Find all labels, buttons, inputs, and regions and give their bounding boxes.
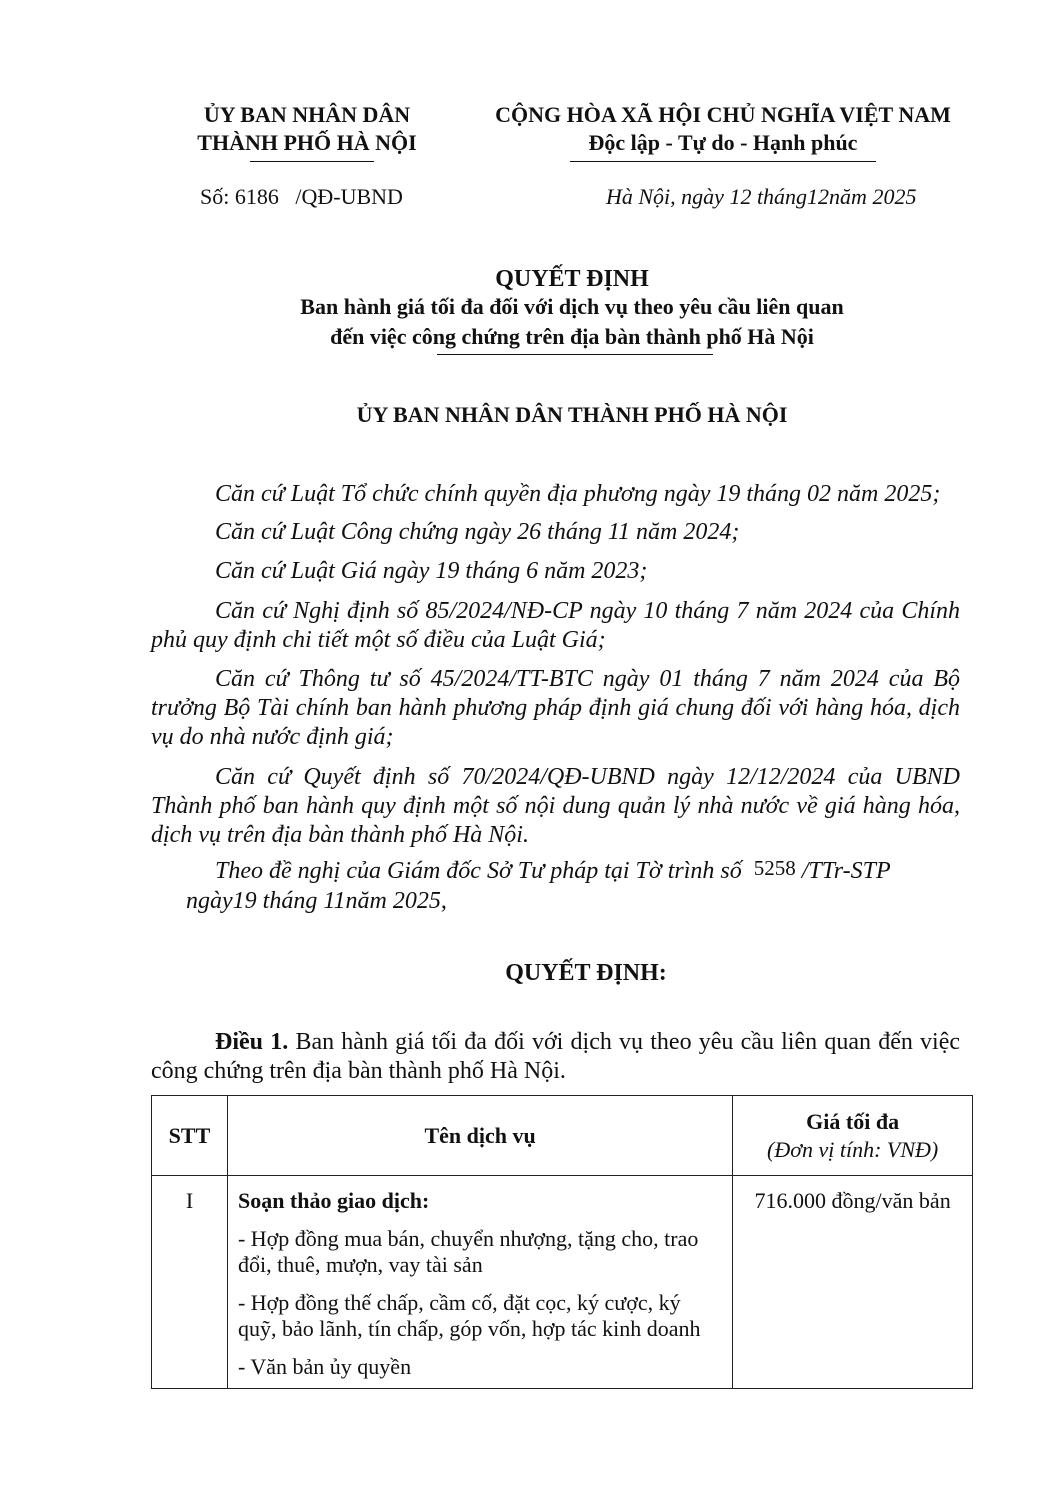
national-motto: Độc lập - Tự do - Hạnh phúc <box>588 130 858 155</box>
header-price-unit: (Đơn vị tính: VNĐ) <box>767 1136 939 1162</box>
legal-basis-5-text: Căn cứ Thông tư số 45/2024/TT-BTC ngày 01 tháng 7 năm 2024 của Bộ trưởng Bộ Tài chính ban hành phương pháp định giá chung đối với hàng hóa, dịch vụ do nhà nước định giá; <box>151 666 960 750</box>
document-subtitle-line1: Ban hành giá tối đa đối với dịch vụ theo yêu cầu liên quan <box>300 294 844 319</box>
row-service <box>227 1176 732 1389</box>
legal-basis-3 <box>151 557 960 586</box>
legal-basis-1-text: Căn cứ Luật Tổ chức chính quyền địa phương ngày 19 tháng 02 năm 2025; <box>215 481 941 507</box>
header-service-name: Tên dịch vụ <box>227 1096 732 1176</box>
document-number <box>200 183 403 211</box>
motto-underline <box>570 161 876 162</box>
header-stt: STT <box>152 1096 228 1176</box>
table-row <box>152 1176 973 1389</box>
proposal-line1 <box>215 857 960 886</box>
legal-basis-4 <box>151 597 960 655</box>
proposal-number: 5258 <box>753 856 796 880</box>
row-price: 716.000 đồng/văn bản <box>733 1176 973 1389</box>
document-subtitle-line2: đến việc công chứng trên địa bàn thành phố Hà Nội <box>330 324 814 349</box>
row-service-item: - Văn bản ủy quyền <box>237 1354 412 1379</box>
row-service-title: Soạn thảo giao dịch: <box>237 1188 430 1213</box>
issuer-name-line1: ỦY BAN NHÂN DÂN <box>203 102 411 127</box>
legal-basis-2-text: Căn cứ Luật Công chứng ngày 26 tháng 11 năm 2024; <box>215 519 740 545</box>
legal-basis-1 <box>151 480 960 509</box>
document-heading: QUYẾT ĐỊNH <box>495 266 649 292</box>
title-underline <box>437 354 713 355</box>
document-number-prefix: Số: 6186 <box>200 184 279 209</box>
legal-basis-6 <box>151 763 960 850</box>
legal-basis-5 <box>151 665 960 752</box>
place-and-date: Hà Nội, ngày 12 tháng12năm 2025 <box>606 184 917 209</box>
row-service-item: - Hợp đồng thế chấp, cầm cố, đặt cọc, ký cược, ký quỹ, bảo lãnh, tín chấp, góp vốn, hợp tác kinh doanh <box>237 1290 701 1341</box>
row-stt: I <box>152 1176 228 1389</box>
price-table <box>151 1095 973 1389</box>
legal-basis-2 <box>151 518 960 547</box>
table-header-row <box>152 1096 973 1176</box>
proposal-text: Theo đề nghị của Giám đốc Sở Tư pháp tại Tờ trình số <box>215 858 742 884</box>
legal-basis-3-text: Căn cứ Luật Giá ngày 19 tháng 6 năm 2023; <box>215 558 648 584</box>
issuer-underline <box>250 161 374 162</box>
header-max-price-label: Giá tối đa <box>806 1108 900 1134</box>
decision-heading: QUYẾT ĐỊNH: <box>505 960 667 986</box>
issuer-name-line2: THÀNH PHỐ HÀ NỘI <box>197 130 417 155</box>
proposal-date: ngày19 tháng 11năm 2025, <box>186 888 447 914</box>
row-service-item: - Hợp đồng mua bán, chuyển nhượng, tặng cho, trao đổi, thuê, mượn, vay tài sản <box>237 1226 699 1277</box>
proposal-suffix: /TTr-STP <box>801 858 891 884</box>
document-number-suffix: /QĐ-UBND <box>295 184 403 209</box>
article-1-label: Điều 1. <box>215 1029 289 1055</box>
issuing-authority: ỦY BAN NHÂN DÂN THÀNH PHỐ HÀ NỘI <box>356 402 788 427</box>
article-1-text: Ban hành giá tối đa đối với dịch vụ theo yêu cầu liên quan đến việc công chứng trên địa bàn thành phố Hà Nội. <box>151 1029 961 1084</box>
article-1 <box>151 1028 960 1086</box>
legal-basis-4-text: Căn cứ Nghị định số 85/2024/NĐ-CP ngày 10 tháng 7 năm 2024 của Chính phủ quy định chi tiết một số điều của Luật Giá; <box>151 598 960 653</box>
header-max-price <box>733 1096 973 1176</box>
legal-basis-6-text: Căn cứ Quyết định số 70/2024/QĐ-UBND ngày 12/12/2024 của UBND Thành phố ban hành quy định một số nội dung quản lý nhà nước về giá hàng hóa, dịch vụ trên địa bàn thành phố Hà Nội. <box>151 764 960 848</box>
national-title: CỘNG HÒA XÃ HỘI CHỦ NGHĨA VIỆT NAM <box>495 102 951 127</box>
